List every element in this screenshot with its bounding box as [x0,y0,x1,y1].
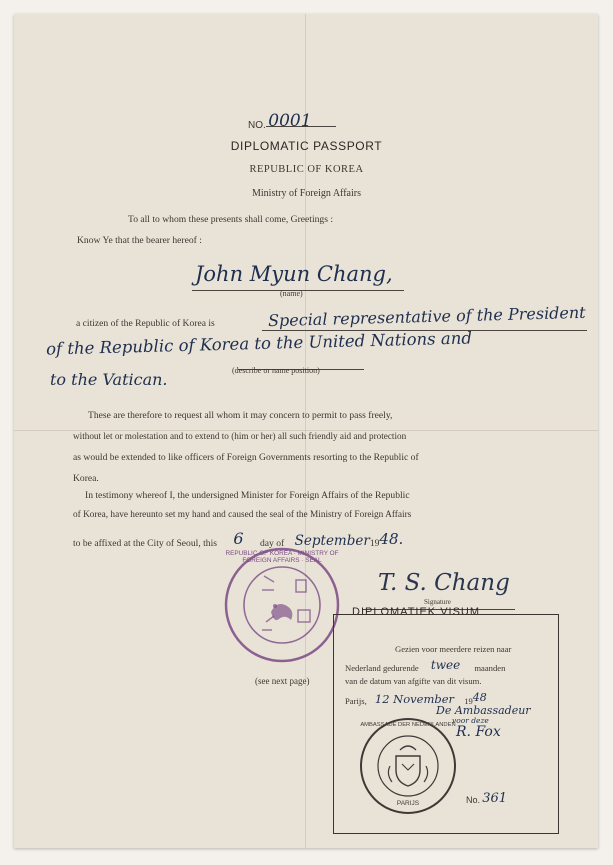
republic-heading: REPUBLIC OF KOREA [249,164,364,175]
visum-line1: Gezien voor meerdere reizen naar [395,644,512,654]
visum-number [466,792,507,807]
year-prefix: 19 [369,538,380,549]
year-value: 48. [379,530,404,548]
bearer-name: John Myun Chang, [195,262,393,286]
visum-l4b: 19 [464,696,473,706]
visum-line3: van de datum van afgifte van dit visum. [345,676,482,686]
number-label: NO. [248,120,266,131]
visum-l2b: maanden [474,663,506,673]
embassy-seal [358,716,458,816]
visum-number-value: 361 [482,791,508,806]
visum-duration: twee [430,658,461,672]
body-p1-line2: without let or molestation and to extend to (him or her) all such friendly aid and protection [73,431,407,441]
visum-sign-title: De Ambassadeur [436,704,531,717]
position-line-2: of the Republic of Korea to the United Nations and [45,328,473,359]
minister-signature: T. S. Chang [378,570,510,596]
body-p2-line1: In testimony whereof I, the undersigned Minister for Foreign Affairs of the Republic [85,490,410,501]
body-p1-line4: Korea. [73,473,99,484]
ministry-seal-text: REPUBLIC OF KOREA · MINISTRY OF FOREIGN AFFAIRS · SEAL [225,550,339,565]
passport-number [248,113,312,133]
greeting: To all to whom these presents shall come, Greetings : [128,214,334,225]
affixed-text: to be affixed at the City of Seoul, this [73,538,217,549]
position-caption: (describe or name position) [232,366,320,375]
name-caption: (name) [280,289,303,298]
visum-year: 48 [472,691,487,704]
position-line-3: to the Vatican. [50,370,168,389]
number-value: 0001 [268,111,312,131]
number-rule [266,126,336,127]
document-title: DIPLOMATIC PASSPORT [230,139,383,153]
embassy-seal-text: AMBASSADE DER NEDERLANDEN [360,722,456,728]
month-value: September [294,533,370,549]
visum-sign-sub: voor deze [452,716,489,725]
visum-line2 [345,660,505,674]
body-p2-line2: of Korea, have hereunto set my hand and caused the seal of the Ministry of Foreign Affairs [73,510,412,520]
embassy-seal-city: PARIJS [396,800,420,807]
body-p1-line1: These are therefore to request all whom it may concern to permit to pass freely, [88,410,393,421]
visum-number-label: No. [466,795,481,805]
know-ye: Know Ye that the bearer hereof : [77,235,202,246]
see-next-page: (see next page) [255,676,310,686]
day-value: 6 [233,529,244,548]
citizen-label: a citizen of the Republic of Korea is [76,318,215,329]
visum-l4a: Parijs, [345,696,367,706]
signature-caption: Signature [424,598,451,606]
ministry-heading: Ministry of Foreign Affairs [252,188,361,199]
visum-title: DIPLOMATIEK VISUM [352,606,481,618]
ministry-seal [222,546,342,664]
day-of-text: day of [259,538,285,549]
body-p1-line3: as would be extended to like officers of Foreign Governments resorting to the Republic of [73,452,419,463]
visum-l2a: Nederland gedurende [345,663,419,673]
position-line-1: Special representative of the President [267,302,586,331]
visum-date: 12 November [374,692,455,706]
visum-signature: R. Fox [456,724,501,740]
